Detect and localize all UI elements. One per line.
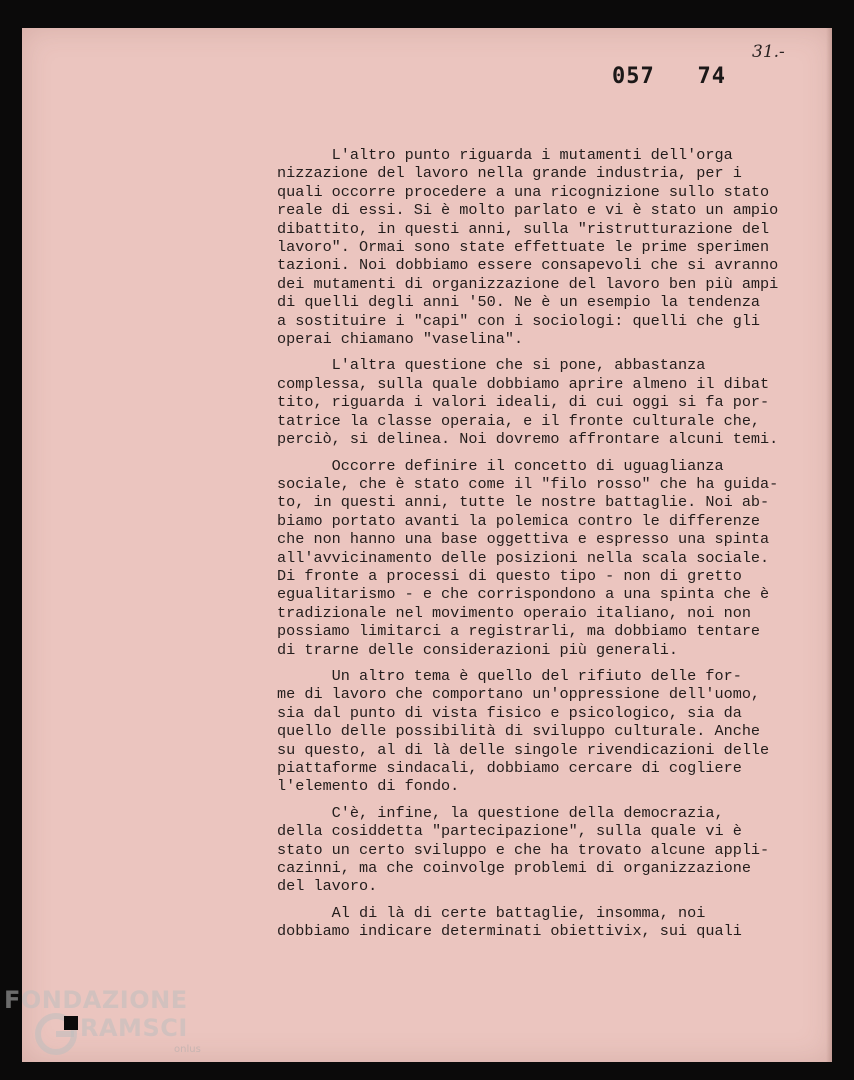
text-line: a sostituire i "capi" con i sociologi: quelli che gli — [277, 311, 761, 330]
text-line: reale di essi. Si è molto parlato e vi è stato un ampio — [277, 201, 779, 220]
fondazione-gramsci-watermark — [4, 986, 224, 1076]
text-line: Occorre definire il concetto di uguaglianza — [277, 456, 724, 475]
text-line: sia dal punto di vista fisico e psicologico, sia da — [277, 703, 742, 722]
text-line: del lavoro. — [277, 877, 378, 896]
text-line: Al di là di certe battaglie, insomma, noi — [277, 903, 706, 922]
text-line: C'è, infine, la questione della democrazia, — [277, 803, 724, 822]
text-line: di trarne delle considerazioni più generali. — [277, 640, 679, 659]
watermark-line2: RAMSCI — [80, 1014, 188, 1042]
g-logo-icon — [34, 1012, 78, 1061]
text-line: che non hanno una base oggettiva e espresso una spinta — [277, 530, 770, 549]
watermark-line1: FONDAZIONE — [4, 986, 188, 1014]
text-line: nizzazione del lavoro nella grande industria, per i — [277, 164, 742, 183]
text-line: Di fronte a processi di questo tipo - non di gretto — [277, 566, 742, 585]
text-line: tazioni. Noi dobbiamo essere consapevoli che si avranno — [277, 256, 779, 275]
paragraph — [277, 356, 817, 448]
text-line: complessa, sulla quale dobbiamo aprire almeno il dibat — [277, 374, 770, 393]
text-line: me di lavoro che comportano un'oppressione dell'uomo, — [277, 685, 761, 704]
text-line: Un altro tema è quello del rifiuto delle for- — [277, 666, 742, 685]
text-line: di quelli degli anni '50. Ne è un esempio la tendenza — [277, 293, 761, 312]
text-line: su questo, al di là delle singole rivendicazioni delle — [277, 740, 770, 759]
text-line: L'altro punto riguarda i mutamenti dell'orga — [277, 146, 733, 164]
text-line: quali occorre procedere a una ricognizione sullo stato — [277, 182, 770, 201]
text-line: quello delle possibilità di sviluppo culturale. Anche — [277, 722, 761, 741]
text-line: possiamo limitarci a registrarli, ma dobbiamo tentare — [277, 622, 761, 641]
text-line: stato un certo sviluppo e che ha trovato alcune appli- — [277, 840, 770, 859]
archive-stamp-number: 057 74 — [612, 64, 726, 89]
text-line: cazinni, ma che coinvolge problemi di organizzazione — [277, 859, 751, 878]
text-line: tito, riguarda i valori ideali, di cui oggi si fa por- — [277, 393, 770, 412]
text-line: dei mutamenti di organizzazione del lavoro ben più ampi — [277, 274, 779, 293]
text-line: lavoro". Ormai sono state effettuate le prime sperimen — [277, 238, 770, 257]
watermark-sub: onlus — [174, 1044, 201, 1055]
text-line: operai chiamano "vaselina". — [277, 330, 524, 349]
paragraph — [277, 904, 817, 941]
text-line: piattaforme sindacali, dobbiamo cercare di cogliere — [277, 759, 742, 777]
text-line: biamo portato avanti la polemica contro le differenze — [277, 511, 761, 530]
text-line: all'avvicinamento delle posizioni nella scala sociale. — [277, 548, 770, 567]
text-line: egualitarismo - e che corrispondono a una spinta che è — [277, 585, 770, 604]
text-line: della cosiddetta "partecipazione", sulla quale vi è — [277, 822, 742, 841]
paragraph — [277, 667, 817, 796]
text-line: dibattito, in questi anni, sulla "ristrutturazione del — [277, 219, 770, 238]
paragraph — [277, 146, 817, 348]
typewritten-body — [277, 146, 817, 949]
paragraph — [277, 457, 817, 659]
text-line: tradizionale nel movimento operaio italiano, noi non — [277, 603, 751, 622]
text-line: to, in questi anni, tutte le nostre battaglie. Noi ab- — [277, 493, 770, 512]
paragraph — [277, 804, 817, 896]
text-line: sociale, che è stato come il "filo rosso" che ha guida- — [277, 474, 779, 493]
text-line: L'altra questione che si pone, abbastanza — [277, 356, 706, 375]
handwritten-page-number: 31.- — [752, 42, 785, 62]
text-line: perciò, si delinea. Noi dovremo affrontare alcuni temi. — [277, 430, 779, 449]
text-line: l'elemento di fondo. — [277, 777, 460, 796]
text-line: dobbiamo indicare determinati obiettivix, sui quali — [277, 922, 742, 941]
text-line: tatrice la classe operaia, e il fronte culturale che, — [277, 411, 761, 430]
document-page — [22, 28, 832, 1062]
page-edge-shadow — [826, 28, 832, 1062]
